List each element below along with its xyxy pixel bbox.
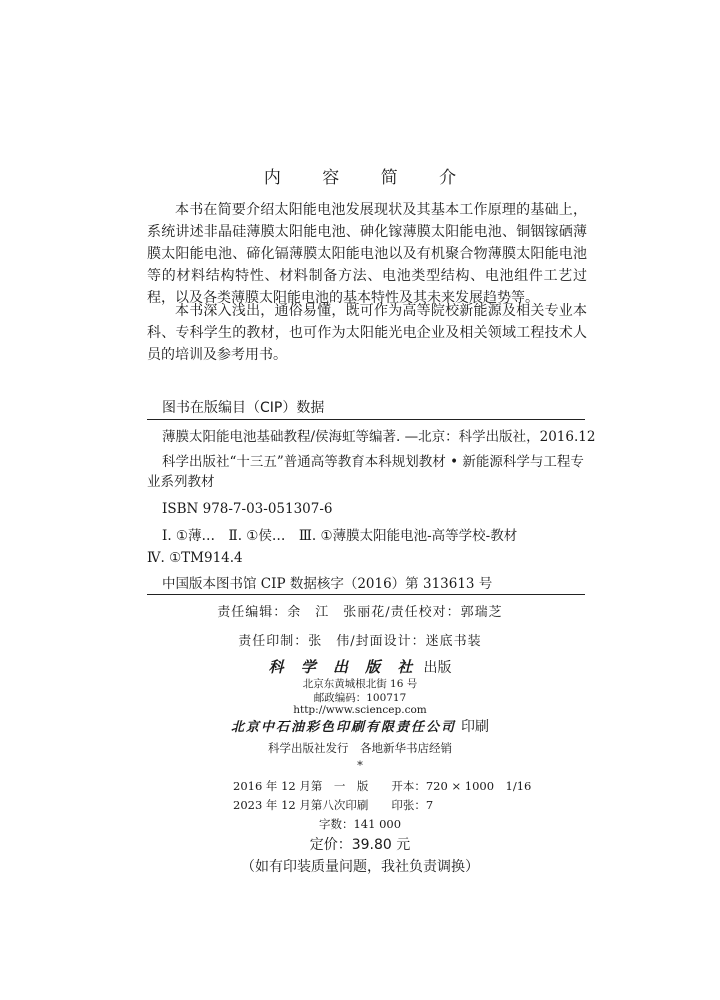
publisher-postcode: 邮政编码：100717 bbox=[313, 692, 407, 704]
summary-title: 内 容 简 介 bbox=[263, 168, 475, 188]
publisher-address: 北京东黄城根北街 16 号 bbox=[302, 678, 418, 690]
printer-suffix: 印刷 bbox=[461, 719, 490, 735]
printer-line bbox=[0, 716, 720, 736]
printer-name: 北京中石油彩色印刷有限责任公司 bbox=[230, 720, 456, 735]
quality-notice: （如有印装质量问题，我社负责调换） bbox=[241, 859, 479, 875]
printing-line: 2023 年 12 月第八次印刷 印张：7 bbox=[233, 798, 434, 812]
edition-line: 2016 年 12 月第 一 版 开本：720 × 1000 1/16 bbox=[233, 779, 532, 793]
cip-subjects-line-1: Ⅰ. ①薄… Ⅱ. ①侯… Ⅲ. ①薄膜太阳能电池-高等学校-教材 bbox=[162, 528, 518, 544]
summary-paragraph-1: 本书在简要介绍太阳能电池发展现状及其基本工作原理的基础上，系统讲述非晶硅薄膜太阳能电池、砷化镓薄膜太阳能电池、铜铟镓硒薄膜太阳能电池、碲化镉薄膜太阳能电池以及有机聚合物薄膜太阳能电池等的材料结构特性、材料制备方法、电池类型结构、电池组件工艺过程，以及各类薄膜太阳能电池的基本特性及其未来发展趋势等。 bbox=[147, 202, 587, 306]
separator-asterisk: * bbox=[357, 758, 363, 772]
cip-series-line: 科学出版社“十三五”普通高等教育本科规划教材 • 新能源科学与工程专业系列教材 bbox=[147, 454, 584, 490]
cip-title-line: 薄膜太阳能电池基础教程/侯海虹等编著. —北京：科学出版社，2016.12 bbox=[162, 429, 596, 445]
cip-number: 中国版本图书馆 CIP 数据核字（2016）第 313613 号 bbox=[162, 576, 493, 592]
cip-heading: 图书在版编目（CIP）数据 bbox=[162, 400, 325, 416]
publisher-website: http://www.sciencep.com bbox=[293, 704, 427, 716]
price: 定价：39.80 元 bbox=[309, 837, 411, 853]
cip-subjects-line-2: Ⅳ. ①TM914.4 bbox=[147, 550, 243, 566]
cip-bottom-rule bbox=[147, 594, 585, 595]
word-count: 字数：141 000 bbox=[318, 817, 402, 831]
summary-paragraph-2: 本书深入浅出，通俗易懂，既可作为高等院校新能源及相关专业本科、专科学生的教材，也可作为太阳能光电企业及相关领域工程技术人员的培训及参考用书。 bbox=[147, 303, 587, 363]
cip-isbn: ISBN 978-7-03-051307-6 bbox=[162, 501, 333, 517]
credits-production: 责任印制：张 伟/封面设计：迷底书装 bbox=[238, 634, 482, 649]
cip-top-rule bbox=[147, 419, 585, 420]
publisher-line bbox=[0, 656, 720, 677]
credits-editors: 责任编辑：余 江 张丽花/责任校对：郭瑞芝 bbox=[217, 605, 503, 620]
distribution: 科学出版社发行 各地新华书店经销 bbox=[268, 741, 452, 755]
publisher-name: 科 学 出 版 社 bbox=[268, 658, 419, 676]
publisher-suffix: 出版 bbox=[423, 660, 452, 676]
